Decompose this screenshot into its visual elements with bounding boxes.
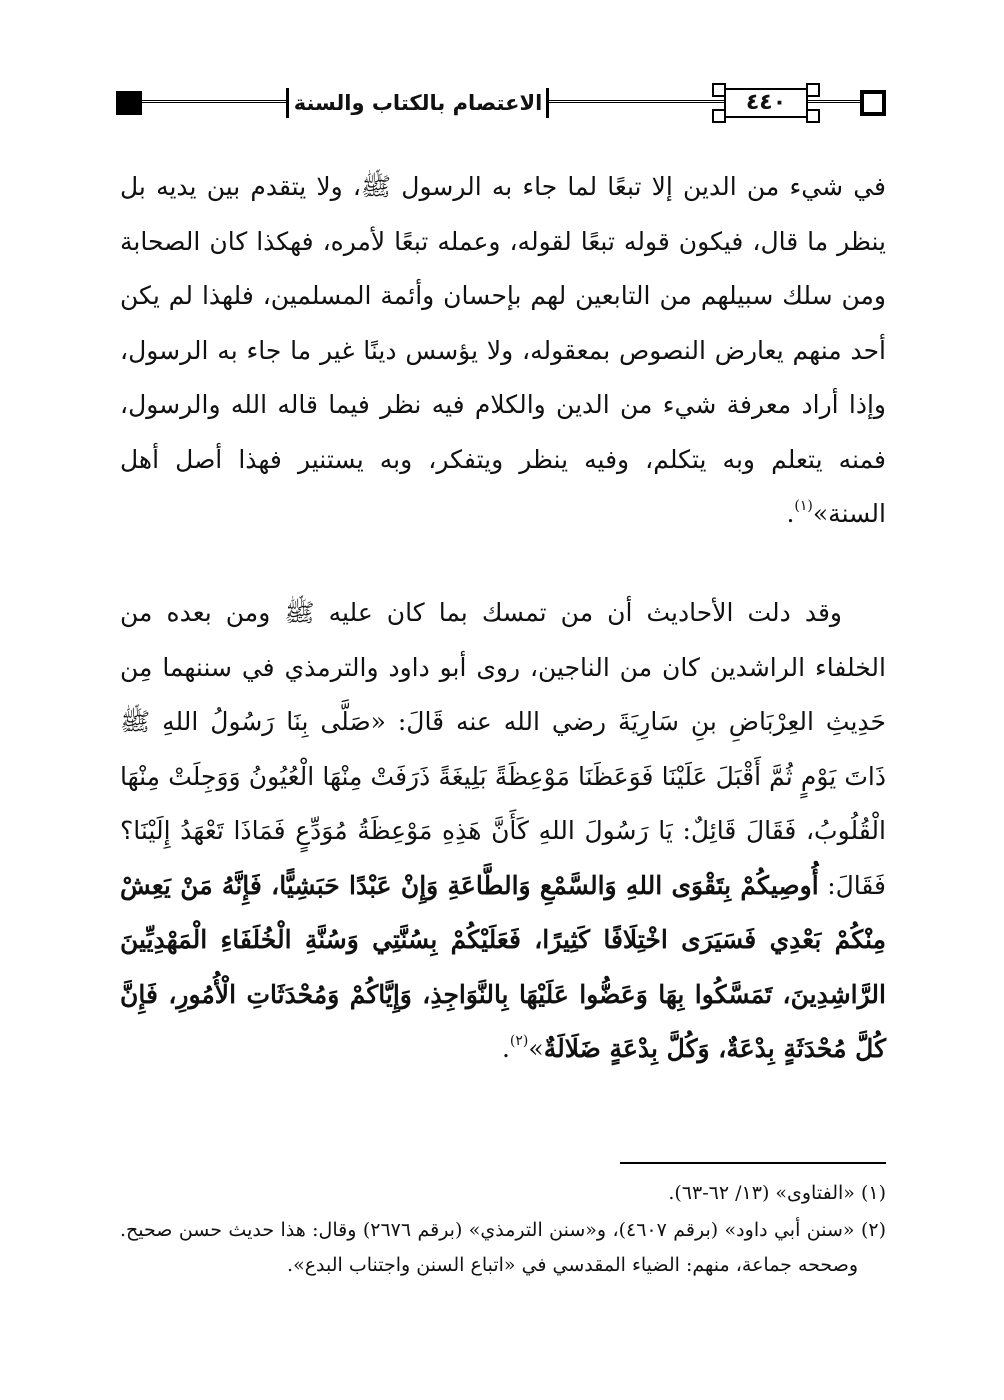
- page-header: [116, 82, 886, 128]
- footnote-2: [120, 1213, 886, 1283]
- footnotes: [120, 1176, 886, 1285]
- footnote-1: [120, 1176, 886, 1211]
- footnote-marker: (١): [860, 1182, 886, 1204]
- header-rule-middle: [549, 100, 724, 103]
- footnote-separator: [620, 1162, 886, 1164]
- title-separator-left: [286, 88, 289, 118]
- header-filled-square: [116, 91, 142, 115]
- page-number-frame: [710, 83, 822, 123]
- footnote-text: «سنن أبي داود» (برقم ٤٦٠٧)، و«سنن الترمذي» (برقم ٢٦٧٦) وقال: هذا حديث حسن صحيح. وصححه جماعة، منهم: الضياء المقدسي في «اتباع السنن واجتناب البدع».: [120, 1219, 858, 1276]
- footnote-ref-1: (١): [794, 498, 813, 514]
- frame-corner: [806, 109, 820, 123]
- quote-close: »: [528, 1034, 544, 1063]
- body-paragraph-1: [120, 160, 886, 542]
- body-paragraph-2: [120, 586, 886, 1077]
- hadith-quote: أُوصِيكُمْ بِتَقْوَى اللهِ وَالسَّمْعِ وَالطَّاعَةِ وَإِنْ عَبْدًا حَبَشِيًّا، فَإِنَّهُ مَنْ يَعِشْ مِنْكُمْ بَعْدِي فَسَيَرَى اخْتِلَافًا كَثِيرًا، فَعَلَيْكُمْ بِسُنَّتِي وَسُنَّةِ الْخُلَفَاءِ الْمَهْدِيِّينَ الرَّاشِدِينَ، تَمَسَّكُوا بِهَا وَعَضُّوا عَلَيْهَا بِالنَّوَاجِذِ، وَإِيَّاكُمْ وَمُحْدَثَاتِ الْأُمُورِ، فَإِنَّ كُلَّ مُحْدَثَةٍ بِدْعَةٌ، وَكُلَّ بِدْعَةٍ ضَلَالَةٌ: [120, 870, 886, 1063]
- header-hollow-square: [860, 90, 886, 116]
- footnote-marker: (٢): [860, 1219, 886, 1241]
- frame-corner: [806, 83, 820, 97]
- paragraph-2-end: .: [501, 1034, 510, 1063]
- page-number: ٤٤٠: [745, 90, 787, 115]
- footnote-ref-2: (٢): [509, 1033, 529, 1049]
- footnote-text: «الفتاوى» (١٣/ ٦٢-٦٣).: [668, 1182, 855, 1204]
- header-rule-left: [142, 100, 286, 103]
- running-title: الاعتصام بالكتاب والسنة: [293, 91, 543, 115]
- paragraph-1-text: في شيء من الدين إلا تبعًا لما جاء به الرسول ﷺ، ولا يتقدم بين يديه بل ينظر ما قال، فيكون قوله تبعًا لقوله، وعمله تبعًا لأمره، فهكذا كان الصحابة ومن سلك سبيلهم من التابعين لهم بإحسان وأئمة المسلمين، فلهذا لم يكن أحد منهم يعارض النصوص بمعقوله، ولا يؤسس دينًا غير ما جاء به الرسول، وإذا أراد معرفة شيء من الدين والكلام فيه نظر فيما قاله الله والرسول، فمنه يتعلم وبه يتكلم، وفيه ينظر ويتفكر، وبه يستنير فهذا أصل أهل السنة»: [120, 172, 886, 528]
- paragraph-2-intro: وقد دلت الأحاديث أن من تمسك بما كان عليه ﷺ ومن بعده من الخلفاء الراشدين كان من الناجين، روى أبو داود والترمذي في سننهما مِن حَدِيثِ العِرْبَاضِ بنِ سَارِيَةَ رضي الله عنه قَالَ: «صَلَّى بِنَا رَسُولُ اللهِ ﷺ ذَاتَ يَوْمٍ ثُمَّ أَقْبَلَ عَلَيْنَا فَوَعَظَنَا مَوْعِظَةً بَلِيغَةً ذَرَفَتْ مِنْهَا الْعُيُونُ وَوَجِلَتْ مِنْهَا الْقُلُوبُ، فَقَالَ قَائِلٌ: يَا رَسُولَ اللهِ كَأَنَّ هَذِهِ مَوْعِظَةُ مُوَدِّعٍ فَمَاذَا تَعْهَدُ إِلَيْنَا؟ فَقَالَ:: [120, 598, 886, 900]
- title-separator-right: [546, 88, 549, 118]
- paragraph-1-end: .: [786, 499, 795, 528]
